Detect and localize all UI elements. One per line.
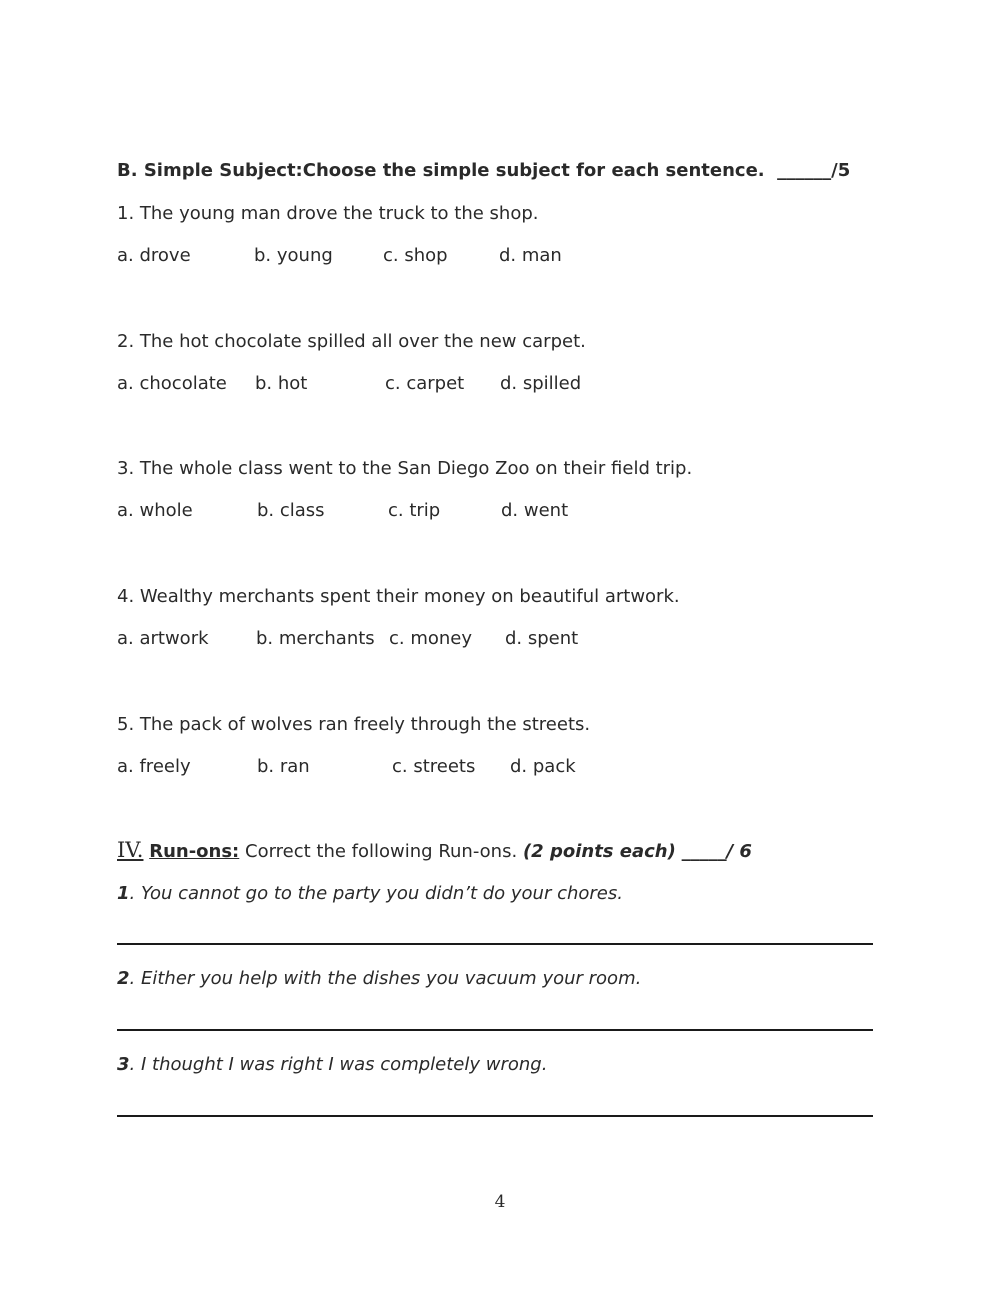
question-4-option-c: c. money: [389, 628, 473, 649]
question-1-prompt: 1. The young man drove the truck to the shop.: [117, 203, 539, 224]
question-2-prompt: 2. The hot chocolate spilled all over the new carpet.: [117, 331, 586, 352]
question-2-option-b: b. hot: [255, 373, 308, 394]
runon-item-3-number: 3: [117, 1054, 130, 1075]
question-3-prompt: 3. The whole class went to the San Diego Zoo on their field trip.: [117, 458, 693, 479]
runon-answer-line-2[interactable]: [117, 1029, 873, 1031]
section-iv-title: Run-ons:: [149, 841, 240, 862]
question-2-option-d: d. spilled: [500, 373, 582, 394]
section-iv-points: (2 points each): [522, 841, 676, 862]
question-5-option-c: c. streets: [392, 756, 476, 777]
runon-item-2: [117, 968, 641, 990]
question-3-option-b: b. class: [257, 500, 325, 521]
runon-item-3-text: . I thought I was right I was completely wrong.: [129, 1054, 548, 1075]
question-1-option-a: a. drove: [117, 245, 191, 266]
question-1-option-c: c. shop: [383, 245, 448, 266]
section-b-score-total: /5: [831, 160, 851, 181]
question-4-option-b: b. merchants: [256, 628, 375, 649]
page-number: 4: [494, 1192, 506, 1212]
runon-item-1-text: . You cannot go to the party you didn’t do your chores.: [129, 883, 623, 904]
section-iv-numeral: IV.: [117, 838, 144, 862]
section-b-score-blank: ______: [777, 160, 832, 181]
question-1-option-b: b. young: [254, 245, 333, 266]
question-3-option-d: d. went: [501, 500, 569, 521]
section-b-heading: [117, 160, 850, 182]
question-4-option-a: a. artwork: [117, 628, 209, 649]
section-b-title: B. Simple Subject:Choose the simple subject for each sentence.: [117, 160, 765, 181]
question-4-option-d: d. spent: [505, 628, 579, 649]
runon-item-1-number: 1: [117, 883, 130, 904]
question-5-option-b: b. ran: [257, 756, 310, 777]
section-iv-score-blank: _____: [681, 841, 727, 862]
question-3-option-a: a. whole: [117, 500, 193, 521]
question-5-option-a: a. freely: [117, 756, 191, 777]
section-iv-score-total: / 6: [726, 841, 752, 862]
question-3-option-c: c. trip: [388, 500, 441, 521]
question-1-option-d: d. man: [499, 245, 562, 266]
runon-item-3: [117, 1054, 547, 1076]
question-2-option-a: a. chocolate: [117, 373, 227, 394]
section-iv-heading: [117, 839, 752, 863]
runon-item-2-number: 2: [117, 968, 130, 989]
runon-answer-line-1[interactable]: [117, 943, 873, 945]
runon-item-2-text: . Either you help with the dishes you vacuum your room.: [129, 968, 642, 989]
runon-answer-line-3[interactable]: [117, 1115, 873, 1117]
runon-item-1: [117, 883, 623, 905]
question-5-prompt: 5. The pack of wolves ran freely through the streets.: [117, 714, 591, 735]
question-2-option-c: c. carpet: [385, 373, 465, 394]
section-iv-instruction: Correct the following Run-ons.: [245, 841, 518, 862]
question-5-option-d: d. pack: [510, 756, 576, 777]
question-4-prompt: 4. Wealthy merchants spent their money on beautiful artwork.: [117, 586, 680, 607]
